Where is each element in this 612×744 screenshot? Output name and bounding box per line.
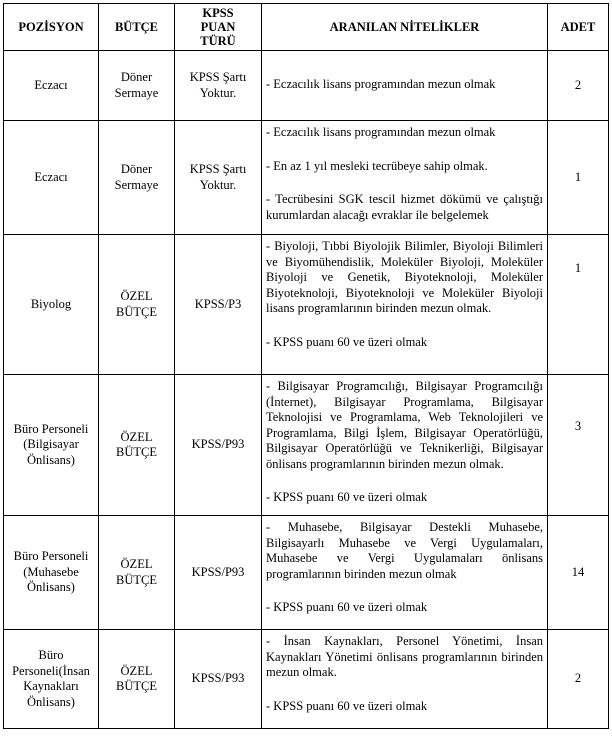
requirement-item: - Eczacılık lisans programından mezun olmak <box>266 125 496 139</box>
budget-cell <box>99 516 175 630</box>
budget-line: BÜTÇE <box>116 445 157 459</box>
requirements-cell <box>262 121 548 235</box>
position-cell <box>4 375 99 516</box>
header-kpss-line: TÜRÜ <box>200 34 236 48</box>
table-row <box>4 235 609 375</box>
requirement-item: - Biyoloji, Tıbbi Biyolojik Bilimler, Biyoloji Bilimleri ve Biyomühendislik, Moleküler Biyoloji, Moleküler Biyoloji ve Genetik, Biyoteknoloji, Moleküler Biyoteknoloji, Biyoteknoloji ve Moleküler Biyoloji lisans programlarının birinden mezun olmak. <box>266 239 543 315</box>
budget-line: ÖZEL <box>120 429 153 444</box>
header-kpss-line: KPSS <box>202 6 234 20</box>
budget-line: Döner <box>120 70 153 84</box>
kpss-cell <box>175 630 262 729</box>
budget-line: BÜTÇE <box>116 679 157 693</box>
table-row <box>4 516 609 630</box>
requirements-cell <box>262 516 548 630</box>
count-cell: 2 <box>548 51 609 121</box>
position-cell <box>4 51 99 121</box>
position-cell <box>4 121 99 235</box>
header-count: ADET <box>548 4 609 51</box>
requirements-cell <box>262 51 548 121</box>
budget-line: Sermaye <box>114 177 159 192</box>
count-cell: 3 <box>548 375 609 516</box>
budget-line: Döner <box>120 162 153 176</box>
positions-table <box>3 3 609 729</box>
requirement-item: - KPSS puanı 60 ve üzeri olmak <box>266 698 428 713</box>
requirement-item: - İnsan Kaynakları, Personel Yönetimi, İnsan Kaynakları Yönetimi önlisans programlarının birinden mezun olmak. <box>266 634 543 679</box>
requirement-item: - En az 1 yıl mesleki tecrübeye sahip olmak. <box>266 158 488 173</box>
position-cell <box>4 630 99 729</box>
position-line: Büro <box>38 648 64 662</box>
kpss-cell <box>175 516 262 630</box>
count-cell: 14 <box>548 516 609 630</box>
position-line: Personeli(İnsan <box>12 663 90 678</box>
count-cell: 2 <box>548 630 609 729</box>
requirements-cell <box>262 630 548 729</box>
budget-line: BÜTÇE <box>116 304 157 319</box>
kpss-line: KPSS Şartı <box>189 70 247 84</box>
position-line: Eczacı <box>34 169 68 184</box>
budget-line: BÜTÇE <box>116 572 157 587</box>
requirement-item: - Eczacılık lisans programından mezun olmak <box>266 76 496 91</box>
header-budget: BÜTÇE <box>99 4 175 51</box>
table-row <box>4 375 609 516</box>
header-kpss-line: PUAN <box>200 20 236 34</box>
budget-line: ÖZEL <box>120 289 153 303</box>
kpss-cell <box>175 375 262 516</box>
position-line: Kaynakları <box>23 679 79 693</box>
kpss-line: Yoktur. <box>199 85 237 100</box>
position-line: Önlisans) <box>27 694 75 709</box>
position-line: Büro Personeli <box>13 421 89 436</box>
table-row <box>4 51 609 121</box>
position-cell <box>4 516 99 630</box>
position-cell <box>4 235 99 375</box>
kpss-line: KPSS/P93 <box>191 671 245 686</box>
budget-cell <box>99 121 175 235</box>
budget-cell <box>99 375 175 516</box>
requirements-cell <box>262 375 548 516</box>
position-line: Önlisans) <box>27 452 75 467</box>
position-line: Önlisans) <box>27 580 75 595</box>
position-line: Eczacı <box>34 77 68 92</box>
budget-cell <box>99 235 175 375</box>
budget-cell <box>99 51 175 121</box>
position-line: (Bilgisayar <box>23 437 79 452</box>
requirement-item: - Tecrübesini SGK tescil hizmet dökümü ve çalıştığı kurumlardan alacağı evraklar ile belgelemek <box>266 192 543 222</box>
header-position: POZİSYON <box>4 4 99 51</box>
kpss-line: Yoktur. <box>199 177 237 192</box>
kpss-line: KPSS Şartı <box>189 162 247 176</box>
kpss-line: KPSS/P93 <box>191 437 245 452</box>
count-cell: 1 <box>548 235 609 375</box>
header-kpss <box>175 4 262 51</box>
requirement-item: - KPSS puanı 60 ve üzeri olmak <box>266 334 428 349</box>
table-row <box>4 630 609 729</box>
kpss-cell <box>175 121 262 235</box>
kpss-line: KPSS/P3 <box>194 296 242 311</box>
count-cell: 1 <box>548 121 609 235</box>
header-requirements: ARANILAN NİTELİKLER <box>262 4 548 51</box>
requirement-item: - KPSS puanı 60 ve üzeri olmak <box>266 600 428 614</box>
position-line: Biyolog <box>30 296 72 311</box>
requirement-item: - Muhasebe, Bilgisayar Destekli Muhasebe, Bilgisayarlı Muhasebe ve Vergi Uygulamaları, Muhasebe ve Vergi Uygulamaları önlisans programlarının birinden mezun olmak <box>266 520 543 581</box>
position-line: Büro Personeli <box>13 549 89 564</box>
budget-line: ÖZEL <box>120 557 153 571</box>
budget-cell <box>99 630 175 729</box>
budget-line: Sermaye <box>114 85 159 100</box>
requirement-item: - KPSS puanı 60 ve üzeri olmak <box>266 490 428 504</box>
header-row <box>4 4 609 51</box>
table-row <box>4 121 609 235</box>
position-line: (Muhasebe <box>23 564 79 579</box>
requirement-item: - Bilgisayar Programcılığı, Bilgisayar Programcılığı (İnternet), Bilgisayar Programlama, Bilgisayar Teknolojisi ve Programlama, Web Teknolojileri ve Programlama, Bilgi İşlem, Bilgisayar Operatörlüğü, Bilgisayar Operatörlüğü ve Teknikerliği, Bilgisayar önlisans programlarının birinden mezun olmak. <box>266 379 543 471</box>
requirements-cell <box>262 235 548 375</box>
kpss-line: KPSS/P93 <box>191 564 245 579</box>
kpss-cell <box>175 235 262 375</box>
budget-line: ÖZEL <box>120 663 153 678</box>
kpss-cell <box>175 51 262 121</box>
